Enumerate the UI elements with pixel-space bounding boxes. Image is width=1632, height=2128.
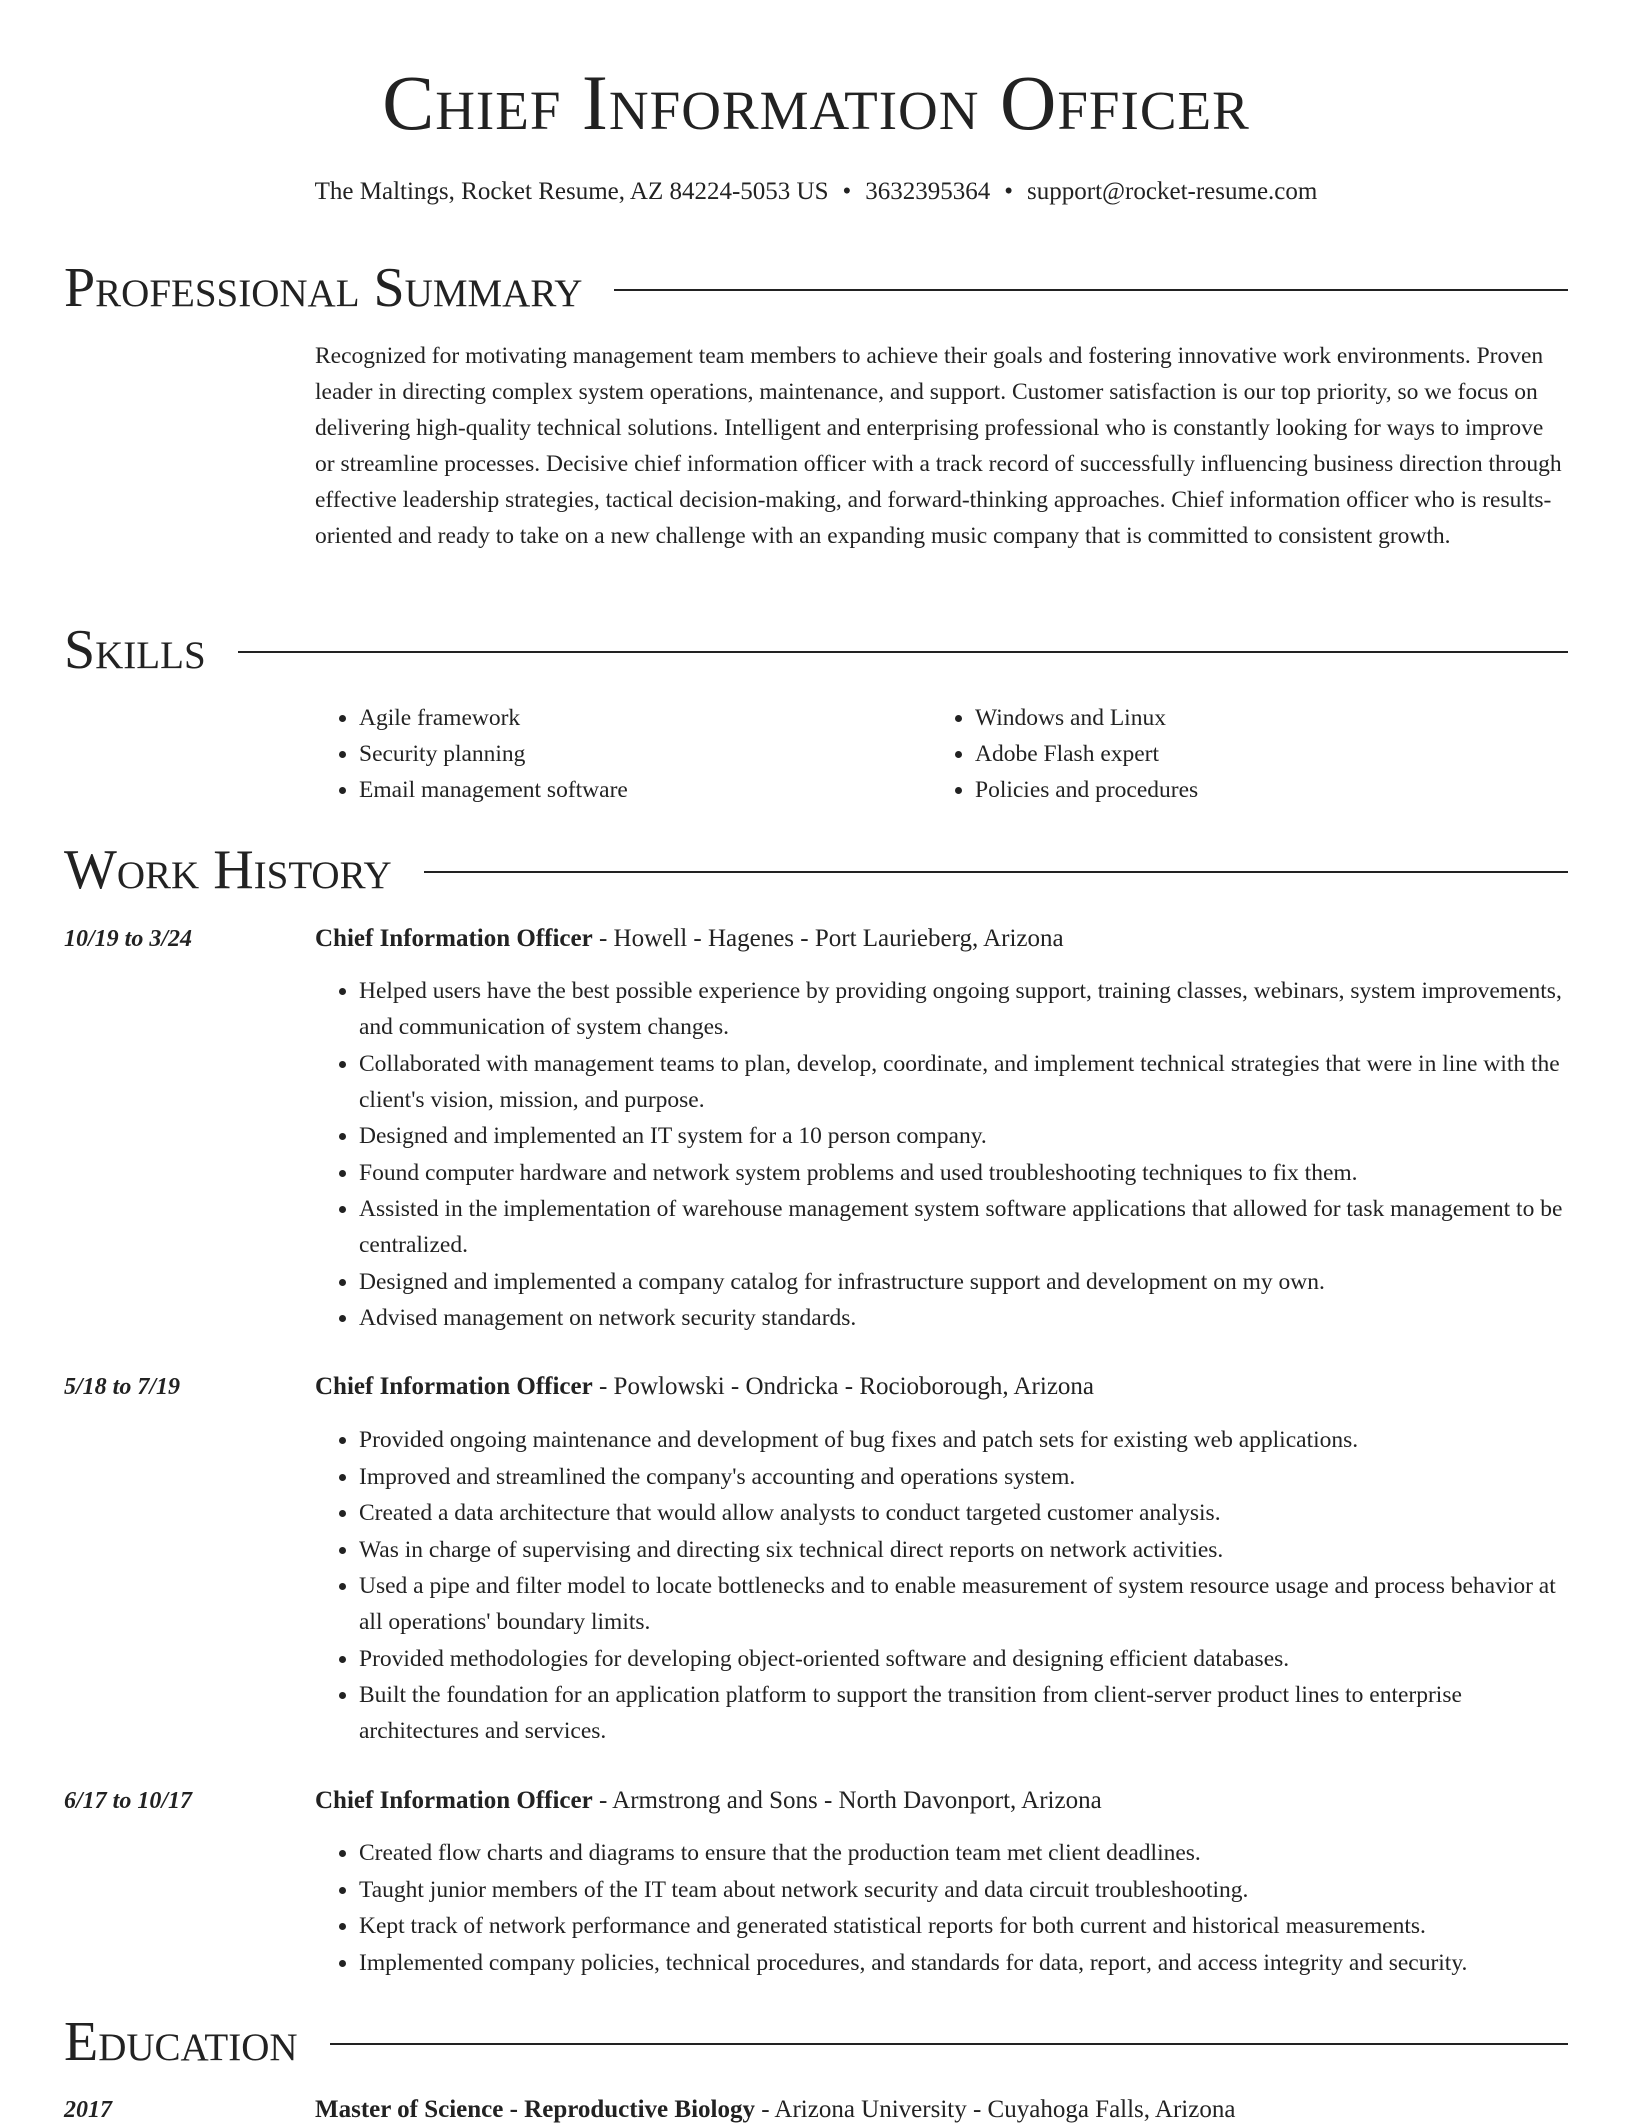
skills-column-2 [931, 700, 1547, 808]
summary-text: Recognized for motivating management team members to achieve their goals and fostering innovative work environments. Proven leader in directing complex system operations, maintenance, and support. Customer satisfaction is our top priority, so we focus on delivering high-quality technical solutions. Intelligent and enterprising professional who is constantly looking for ways to improve or streamline processes. Decisive chief information officer with a track record of successfully influencing business direction through effective leadership strategies, tactical decision-making, and forward-thinking approaches. Chief information officer who is results-oriented and ready to take on a new challenge with an expanding music company that is committed to consistent growth. [315, 343, 1562, 549]
job-bullet: • Helped users have the best possible experience by providing ongoing support, training classes, webinars, system improvements, and communication of system changes. [359, 973, 1568, 1045]
job-heading [315, 1783, 1568, 1819]
contact-email: support@rocket-resume.com [1027, 178, 1318, 205]
job-role: Chief Information Officer [315, 1373, 593, 1400]
job-bullet: • Was in charge of supervising and directing six technical direct reports on network activities. [359, 1532, 1568, 1568]
skill-item: • Security planning [359, 736, 931, 772]
skills-section-title: Skills [64, 619, 206, 681]
section-divider [424, 871, 1568, 873]
summary-section-header [64, 258, 1568, 318]
job-dates: 6/17 to 10/17 [64, 1788, 193, 1814]
skill-item: • Adobe Flash expert [975, 736, 1547, 772]
job-bullet: • Implemented company policies, technical procedures, and standards for data, report, and access integrity and security. [359, 1945, 1568, 1981]
section-divider [330, 2043, 1568, 2045]
section-divider [238, 651, 1568, 653]
job-details: - Howell - Hagenes - Port Laurieberg, Arizona [592, 925, 1064, 952]
skills-section-header [64, 620, 1568, 680]
contact-phone: 3632395364 [865, 178, 991, 205]
job-details: - Armstrong and Sons - North Davonport, Arizona [592, 1787, 1102, 1814]
job-role: Chief Information Officer [315, 925, 593, 952]
job-bullet: • Provided ongoing maintenance and development of bug fixes and patch sets for existing web applications. [359, 1422, 1568, 1458]
job-bullet: • Collaborated with management teams to plan, develop, coordinate, and implement technical strategies that were in line with the client's vision, mission, and purpose. [359, 1046, 1568, 1118]
job-bullets [315, 1422, 1568, 1750]
job-heading [315, 921, 1568, 957]
skills-column-1 [315, 700, 931, 808]
job-bullet: • Provided methodologies for developing object-oriented software and designing efficient databases. [359, 1641, 1568, 1677]
section-divider [614, 289, 1568, 291]
work-section-header [64, 840, 1568, 900]
job-dates: 10/19 to 3/24 [64, 926, 193, 952]
skill-item: • Policies and procedures [975, 772, 1547, 808]
job-bullet: • Advised management on network security standards. [359, 1300, 1568, 1336]
job-bullet: • Kept track of network performance and generated statistical reports for both current and historical measurements. [359, 1908, 1568, 1944]
job-bullet: • Found computer hardware and network system problems and used troubleshooting techniques to fix them. [359, 1155, 1568, 1191]
job-bullet: • Built the foundation for an application platform to support the transition from client-server product lines to enterprise architectures and services. [359, 1677, 1568, 1749]
job-bullet: • Taught junior members of the IT team about network security and data circuit troubleshooting. [359, 1872, 1568, 1908]
job-heading [315, 1369, 1568, 1405]
work-section-title: Work History [64, 839, 392, 901]
job-bullet: • Created flow charts and diagrams to ensure that the production team met client deadlines. [359, 1835, 1568, 1871]
resume-name: Chief Information Officer [382, 59, 1250, 146]
skill-item: • Windows and Linux [975, 700, 1547, 736]
contact-address: The Maltings, Rocket Resume, AZ 84224-5053 US [314, 178, 829, 205]
education-year: 2017 [64, 2097, 112, 2123]
skill-item: • Agile framework [359, 700, 931, 736]
skill-item: • Email management software [359, 772, 931, 808]
job-bullet: • Designed and implemented an IT system for a 10 person company. [359, 1118, 1568, 1154]
education-section-header [64, 2012, 1568, 2072]
job-bullet: • Used a pipe and filter model to locate bottlenecks and to enable measurement of system resource usage and process behavior at all operations' boundary limits. [359, 1568, 1568, 1640]
job-bullets [315, 973, 1568, 1337]
education-details: - Arizona University - Cuyahoga Falls, Arizona [754, 2096, 1236, 2123]
contact-separator: • [1004, 178, 1014, 205]
job-bullet: • Designed and implemented a company catalog for infrastructure support and development on my own. [359, 1264, 1568, 1300]
job-dates: 5/18 to 7/19 [64, 1374, 181, 1400]
job-bullet: • Assisted in the implementation of warehouse management system software applications that allowed for task management to be centralized. [359, 1191, 1568, 1263]
job-role: Chief Information Officer [315, 1787, 593, 1814]
education-heading [315, 2092, 1568, 2128]
job-bullet: • Improved and streamlined the company's accounting and operations system. [359, 1459, 1568, 1495]
job-bullets [315, 1835, 1568, 1981]
education-degree: Master of Science - Reproductive Biology [315, 2096, 755, 2123]
education-section-title: Education [64, 2011, 298, 2073]
summary-section-title: Professional Summary [64, 257, 583, 319]
skills-list [315, 700, 1568, 808]
contact-separator: • [842, 178, 852, 205]
contact-line [64, 176, 1568, 208]
job-bullet: • Created a data architecture that would allow analysts to conduct targeted customer analysis. [359, 1495, 1568, 1531]
job-details: - Powlowski - Ondricka - Rocioborough, Arizona [592, 1373, 1095, 1400]
